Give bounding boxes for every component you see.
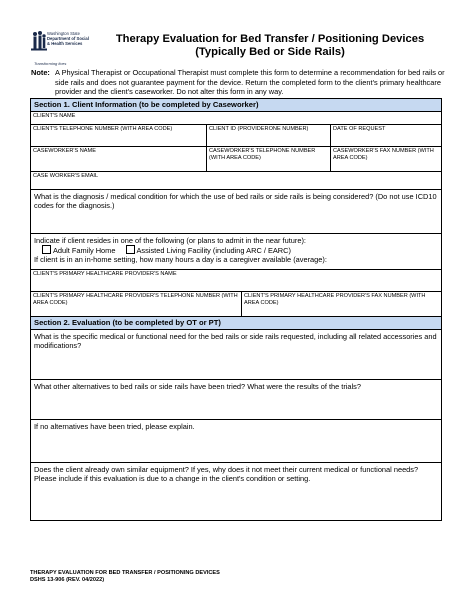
evaluation-form [30,98,442,521]
no-alternatives-question[interactable]: If no alternatives have been tried, please explain. [34,422,195,431]
agency-name: Washington State Department of Social & Health Services [47,31,89,46]
note-label: Note: [31,68,50,77]
adult-family-home-checkbox[interactable] [42,245,51,254]
note-text: A Physical Therapist or Occupational Therapist must complete this form to determine a recommendation for bed rails or side rails and does not guarantee payment for the device. Return the completed form to the client's primary healthcare provider and the client's caseworker. Do not alter this form in any way. [55,68,445,97]
client-phone-field[interactable]: CLIENT'S TELEPHONE NUMBER (WITH AREA CODE) [31,125,207,146]
caseworker-fax-field[interactable]: CASEWORKER'S FAX NUMBER (WITH AREA CODE) [333,148,434,161]
form-title: Therapy Evaluation for Bed Transfer / Positioning Devices (Typically Bed or Side Rails) [115,33,425,58]
assisted-living-label: Assisted Living Facility (including ARC / EARC) [136,246,291,256]
provider-phone-field[interactable]: CLIENT'S PRIMARY HEALTHCARE PROVIDER'S TELEPHONE NUMBER (WITH AREA CODE) [31,292,242,316]
date-of-request-field[interactable]: DATE OF REQUEST [333,126,386,132]
medical-need-question[interactable]: What is the specific medical or functional need for the bed rails or side rails requested, including all related accessories and modifications? [34,332,437,351]
caseworker-email-field[interactable]: CASE WORKER'S EMAIL [33,173,99,179]
assisted-living-checkbox[interactable] [126,245,135,254]
alternatives-question[interactable]: What other alternatives to bed rails or side rails have been tried? What were the results of the trials? [34,382,361,391]
provider-fax-field[interactable]: CLIENT'S PRIMARY HEALTHCARE PROVIDER'S FAX NUMBER (WITH AREA CODE) [244,293,426,306]
agency-tagline: Transforming lives [34,61,67,66]
section2-heading: Section 2. Evaluation (to be completed by OT or PT) [31,317,441,329]
diagnosis-question[interactable]: What is the diagnosis / medical condition for which the use of bed rails or side rails is being considered? (Do not use ICD10 codes for the diagnosis.) [34,192,437,211]
adult-family-home-label: Adult Family Home [53,246,116,256]
clients-name-field[interactable]: CLIENT'S NAME [33,113,76,119]
form-footer [30,570,220,584]
client-id-field[interactable]: CLIENT ID (PROVIDERONE NUMBER) [207,125,331,146]
caseworker-name-field[interactable]: CASEWORKER'S NAME [31,147,207,171]
inhome-hours-question[interactable]: If client is in an in-home setting, how many hours a day is a caregiver available (average): [34,255,327,265]
provider-name-field[interactable]: CLIENT'S PRIMARY HEALTHCARE PROVIDER'S NAME [33,271,177,277]
section1-heading: Section 1. Client Information (to be completed by Caseworker) [31,99,441,111]
footer-form-number: DSHS 13-906 (REV. 04/2022) [30,577,105,583]
form-note [31,68,445,97]
footer-form-title: THERAPY EVALUATION FOR BED TRANSFER / POSITIONING DEVICES [30,570,220,576]
residence-question: Indicate if client resides in one of the following (or plans to admit in the near future): Adult Family Home Assisted Living Facility (including ARC / EARC) If client is in an in-home setting, how many hours a day is a caregiver available (average): [31,234,441,269]
caseworker-phone-field[interactable]: CASEWORKER'S TELEPHONE NUMBER (WITH AREA CODE) [207,147,331,171]
similar-equipment-question[interactable]: Does the client already own similar equipment? If yes, why does it not meet their current medical or functional needs? Please include if this evaluation is due to a change in the client's condition or setting. [34,465,419,484]
